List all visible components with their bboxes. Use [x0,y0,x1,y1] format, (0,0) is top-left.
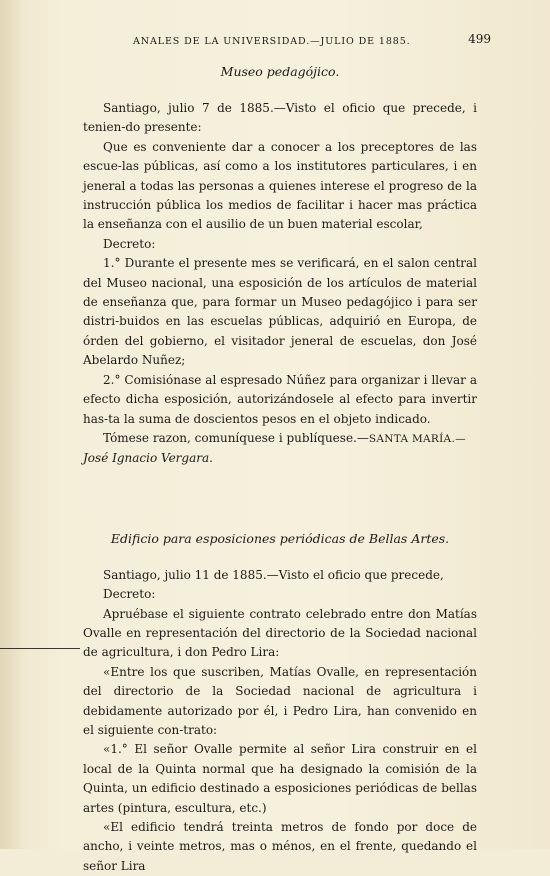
paragraph: Apruébase el siguiente contrato celebrado entre don Matías Ovalle en representación del directorio de la Sociedad nacional de agricultura, i don Pedro Lira: [83,606,477,660]
page-content [83,24,491,876]
paragraph: Santiago, julio 7 de 1885.—Visto el oficio que precede, i tenien-do presente: [83,101,477,135]
decree-heading: Decreto: [103,236,156,251]
paragraph: 1.° Durante el presente mes se verificará, en el salon central del Museo nacional, una esposición de los artículos de material de enseñanza que, para formar un Museo pedagójico i para ser distri-buidos en las escuelas públicas, adquirió en Europa, de órden del gobierno, el visitador jeneral de escuelas, don José Abelardo Nuñez; [83,256,477,368]
margin-rule [0,648,80,649]
paragraph: «Entre los que suscriben, Matías Ovalle, en representación del directorio de la Sociedad nacional de agricultura i debidamente autorizado por él, i Pedro Lira, han convenido en el siguiente con-trato: [83,664,477,737]
section-title-museo: Museo pedagójico. [220,64,340,79]
running-head: ANALES DE LA UNIVERSIDAD.—JULIO DE 1885. [133,36,411,47]
signature-italic: José Ignacio Vergara. [83,451,213,466]
page-header [83,24,491,47]
signature-line [83,449,477,468]
paragraph: Que es conveniente dar a conocer a los preceptores de las escue-las públicas, así como a los institutores particulares, i en jeneral a todas las personas a quienes interese el progreso de la instrucción pública los medios de facilitar i hacer mas práctica la enseñanza con el ausilio de un buen material escolar, [83,139,477,232]
paragraph: «El edificio tendrá treinta metros de fondo por doce de ancho, i veinte metros, mas o ménos, en el frente, quedando el señor Lira [83,820,477,873]
paragraph: 2.° Comisiónase al espresado Núñez para organizar i llevar a efecto dicha esposición, autorizándosele al efecto para invertir has-ta la suma de doscientos pesos en el objeto indicado. [83,372,477,426]
signature-name: SANTA MARÍA.— [368,432,466,445]
paragraph: Santiago, julio 11 de 1885.—Visto el oficio que precede, [103,567,444,582]
closing-line [83,429,477,449]
closing-text: Tómese razon, comuníquese i publíquese.— [103,430,369,445]
decree-heading: Decreto: [103,587,156,602]
page-number: 499 [468,32,491,46]
paragraph: «1.° El señor Ovalle permite al señor Lira construir en el local de la Quinta normal que ha designado la comisión de la Quinta, un edificio destinado a esposiciones periódicas de bellas artes (pintura, escultura, etc.) [83,742,477,815]
section-title-edificio: Edificio para esposiciones periódicas de Bellas Artes. [110,530,450,546]
